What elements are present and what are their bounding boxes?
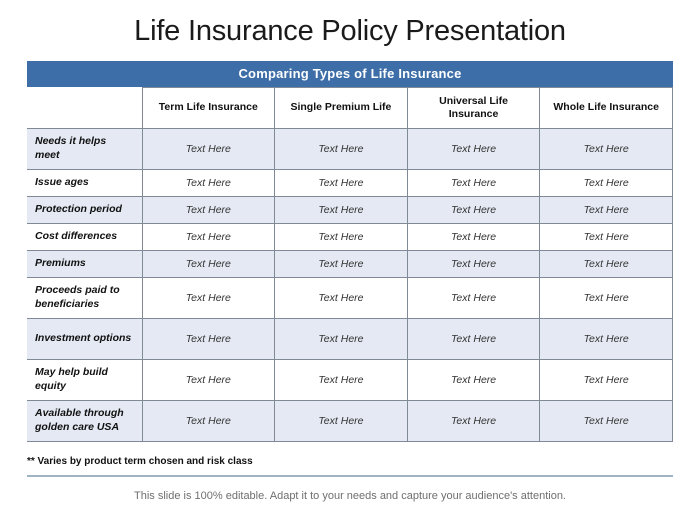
- table-body: [27, 128, 673, 441]
- row-label: Investment options: [27, 318, 142, 359]
- table-cell: Text Here: [275, 400, 408, 441]
- table-cell: Text Here: [540, 128, 673, 169]
- table-row: [27, 318, 673, 359]
- table-cell: Text Here: [275, 223, 408, 250]
- table-header: [27, 87, 673, 128]
- table-cell: Text Here: [540, 169, 673, 196]
- table-header-row: [27, 87, 673, 128]
- table-cell: Text Here: [275, 277, 408, 318]
- column-header-whole-life: Whole Life Insurance: [540, 87, 673, 128]
- row-label: Available through golden care USA: [27, 400, 142, 441]
- table-cell: Text Here: [407, 223, 540, 250]
- table-cell: Text Here: [407, 169, 540, 196]
- table-cell: Text Here: [142, 250, 275, 277]
- table-cell: Text Here: [407, 277, 540, 318]
- table-cell: Text Here: [275, 169, 408, 196]
- table-banner-title: Comparing Types of Life Insurance: [27, 61, 673, 87]
- table-row: [27, 128, 673, 169]
- row-label: May help build equity: [27, 359, 142, 400]
- table-cell: Text Here: [142, 169, 275, 196]
- table-row: [27, 196, 673, 223]
- table-cell: Text Here: [142, 196, 275, 223]
- table-footnote: ** Varies by product term chosen and risk class: [27, 455, 253, 467]
- table-cell: Text Here: [407, 250, 540, 277]
- table-cell: Text Here: [540, 223, 673, 250]
- table-row: [27, 359, 673, 400]
- corner-header-cell: [27, 87, 142, 128]
- table-cell: Text Here: [142, 318, 275, 359]
- table-row: [27, 223, 673, 250]
- table-cell: Text Here: [275, 128, 408, 169]
- row-label: Needs it helps meet: [27, 128, 142, 169]
- table-cell: Text Here: [275, 196, 408, 223]
- table-row: [27, 250, 673, 277]
- table-cell: Text Here: [142, 277, 275, 318]
- table-cell: Text Here: [275, 250, 408, 277]
- table-cell: Text Here: [275, 359, 408, 400]
- table-row: [27, 169, 673, 196]
- row-label: Issue ages: [27, 169, 142, 196]
- row-label: Protection period: [27, 196, 142, 223]
- table-cell: Text Here: [407, 196, 540, 223]
- table-row: [27, 277, 673, 318]
- table-cell: Text Here: [540, 250, 673, 277]
- row-label: Premiums: [27, 250, 142, 277]
- comparison-table: [27, 87, 673, 442]
- comparison-table-container: [27, 61, 673, 442]
- slide-editable-note: This slide is 100% editable. Adapt it to your needs and capture your audience's attention.: [134, 489, 566, 502]
- row-label: Cost differences: [27, 223, 142, 250]
- page-title: Life Insurance Policy Presentation: [134, 15, 566, 47]
- table-cell: Text Here: [407, 400, 540, 441]
- column-header-single-premium-life: Single Premium Life: [275, 87, 408, 128]
- table-cell: Text Here: [142, 400, 275, 441]
- table-cell: Text Here: [407, 359, 540, 400]
- table-cell: Text Here: [142, 223, 275, 250]
- table-cell: Text Here: [142, 128, 275, 169]
- table-cell: Text Here: [407, 128, 540, 169]
- column-header-term-life: Term Life Insurance: [142, 87, 275, 128]
- table-cell: Text Here: [142, 359, 275, 400]
- table-cell: Text Here: [540, 359, 673, 400]
- column-header-universal-life: Universal Life Insurance: [407, 87, 540, 128]
- table-cell: Text Here: [275, 318, 408, 359]
- section-divider: [27, 475, 673, 477]
- row-label: Proceeds paid to beneficiaries: [27, 277, 142, 318]
- table-cell: Text Here: [540, 196, 673, 223]
- table-cell: Text Here: [540, 277, 673, 318]
- table-row: [27, 400, 673, 441]
- table-cell: Text Here: [407, 318, 540, 359]
- table-cell: Text Here: [540, 318, 673, 359]
- table-cell: Text Here: [540, 400, 673, 441]
